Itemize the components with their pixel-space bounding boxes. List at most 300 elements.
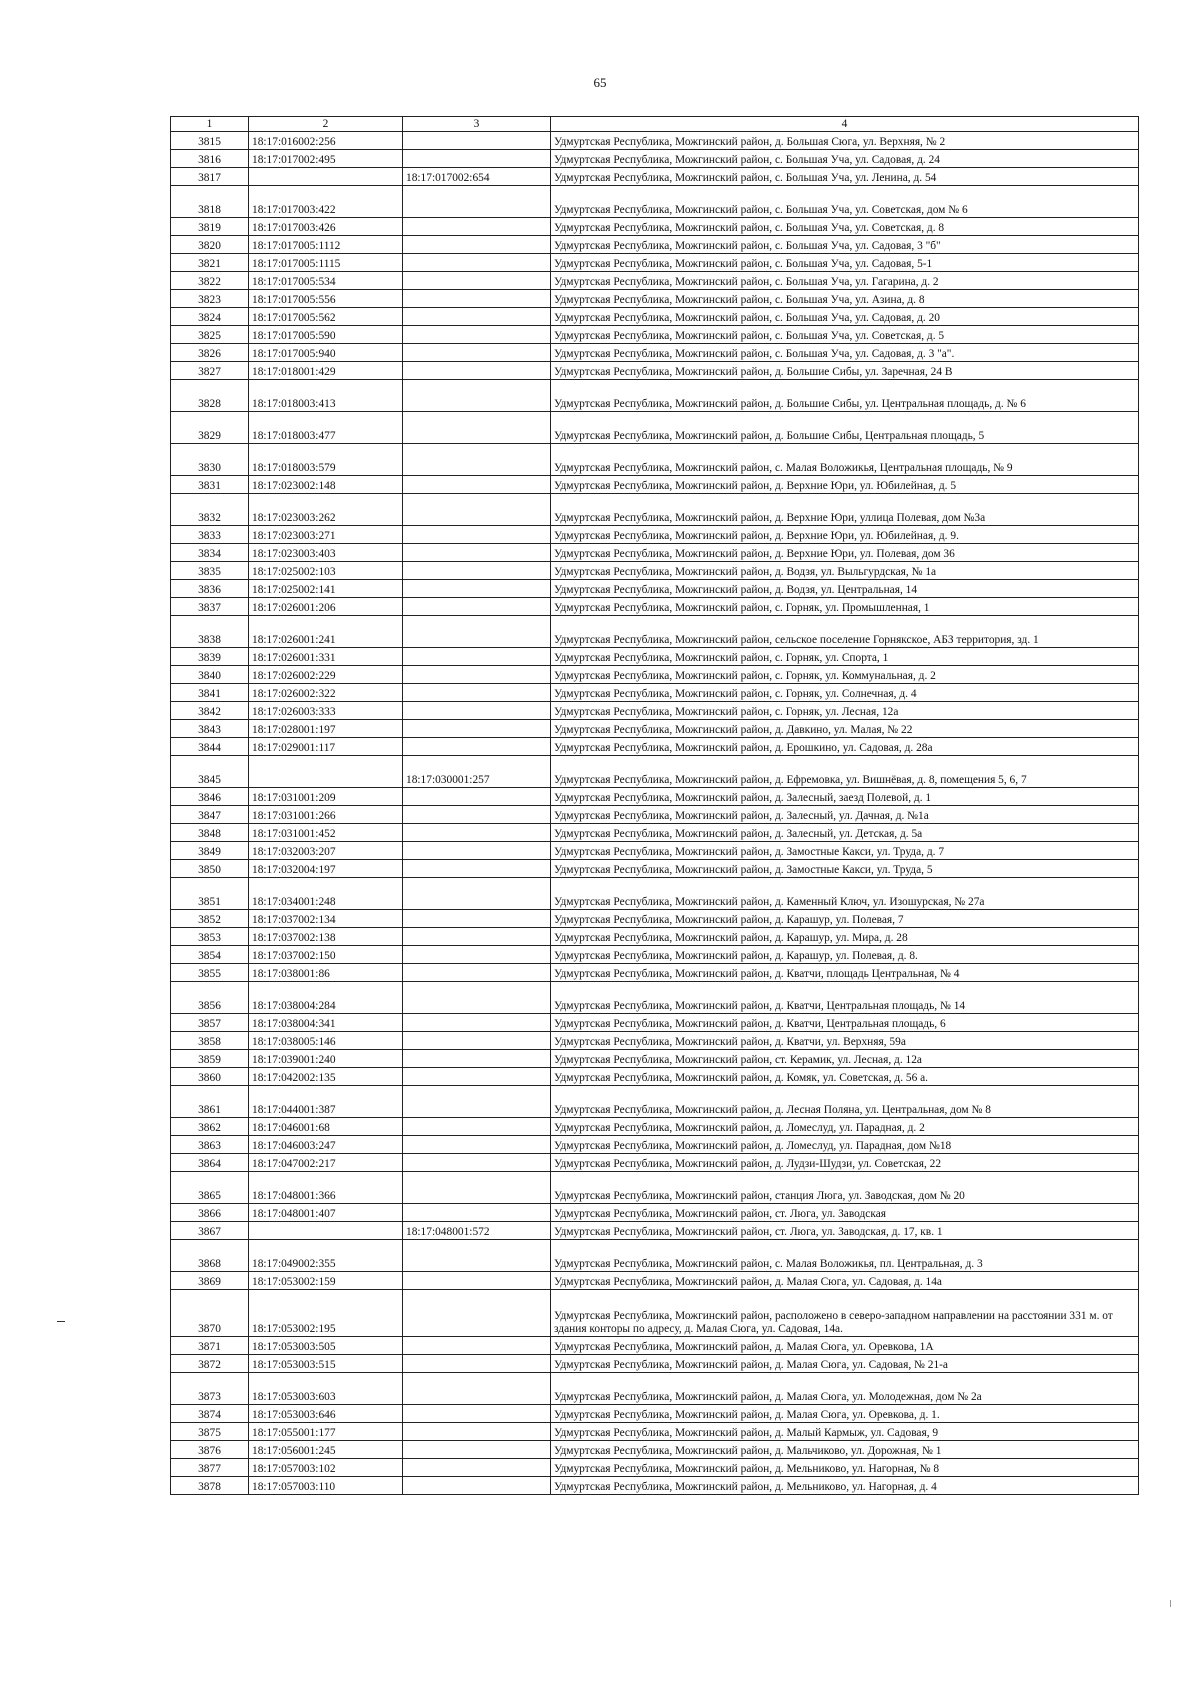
cadastral-number-cell: 18:17:038001:86: [249, 964, 403, 982]
table-row: [171, 1477, 1139, 1495]
cadastral-number-cell: 18:17:039001:240: [249, 1050, 403, 1068]
address-cell: Удмуртская Республика, Можгинский район, д. Верхние Юри, ул. Юбилейная, д. 9.: [551, 526, 1139, 544]
row-number-cell: 3854: [171, 946, 249, 964]
address-cell: Удмуртская Республика, Можгинский район, с. Большая Уча, ул. Ленина, д. 54: [551, 168, 1139, 186]
table-row: [171, 1068, 1139, 1086]
row-number-cell: 3850: [171, 860, 249, 878]
cadastral-number-2-cell: [403, 254, 551, 272]
row-number-cell: 3846: [171, 788, 249, 806]
address-cell: Удмуртская Республика, Можгинский район, д. Мельниково, ул. Нагорная, д. 4: [551, 1477, 1139, 1495]
table-row: [171, 380, 1139, 412]
address-cell: Удмуртская Республика, Можгинский район, д. Замостные Какси, ул. Труда, 5: [551, 860, 1139, 878]
cadastral-number-cell: [249, 168, 403, 186]
row-number-cell: 3833: [171, 526, 249, 544]
address-cell: Удмуртская Республика, Можгинский район, д. Малая Сюга, ул. Оревкова, 1А: [551, 1337, 1139, 1355]
cadastral-number-2-cell: [403, 598, 551, 616]
address-cell: Удмуртская Республика, Можгинский район, д. Залесный, заезд Полевой, д. 1: [551, 788, 1139, 806]
table-row: [171, 1290, 1139, 1337]
cadastral-number-2-cell: [403, 878, 551, 910]
row-number-cell: 3855: [171, 964, 249, 982]
cadastral-number-cell: 18:17:018003:477: [249, 412, 403, 444]
address-cell: Удмуртская Республика, Можгинский район, д. Залесный, ул. Дачная, д. №1а: [551, 806, 1139, 824]
cadastral-number-cell: 18:17:044001:387: [249, 1086, 403, 1118]
table-row: [171, 562, 1139, 580]
address-cell: Удмуртская Республика, Можгинский район, с. Большая Уча, ул. Советская, дом № 6: [551, 186, 1139, 218]
row-number-cell: 3837: [171, 598, 249, 616]
cadastral-number-2-cell: [403, 1154, 551, 1172]
address-cell: Удмуртская Республика, Можгинский район, д. Кватчи, площадь Центральная, № 4: [551, 964, 1139, 982]
cadastral-number-2-cell: [403, 1032, 551, 1050]
cadastral-number-cell: 18:17:023003:271: [249, 526, 403, 544]
row-number-cell: 3817: [171, 168, 249, 186]
address-cell: Удмуртская Республика, Можгинский район, с. Горняк, ул. Спорта, 1: [551, 648, 1139, 666]
cadastral-number-cell: 18:17:029001:117: [249, 738, 403, 756]
table-row: [171, 738, 1139, 756]
cadastral-number-cell: 18:17:057003:102: [249, 1459, 403, 1477]
cadastral-number-2-cell: 18:17:030001:257: [403, 756, 551, 788]
table-row: [171, 964, 1139, 982]
cadastral-number-cell: 18:17:048001:407: [249, 1204, 403, 1222]
table-row: [171, 1204, 1139, 1222]
row-number-cell: 3859: [171, 1050, 249, 1068]
address-cell: Удмуртская Республика, Можгинский район, с. Большая Уча, ул. Садовая, д. 20: [551, 308, 1139, 326]
address-cell: Удмуртская Республика, Можгинский район, с. Большая Уча, ул. Садовая, д. 24: [551, 150, 1139, 168]
row-number-cell: 3840: [171, 666, 249, 684]
cadastral-number-cell: 18:17:037002:150: [249, 946, 403, 964]
header-col-1: 1: [171, 117, 249, 132]
cadastral-number-cell: 18:17:026002:322: [249, 684, 403, 702]
table-row: [171, 1118, 1139, 1136]
row-number-cell: 3873: [171, 1373, 249, 1405]
table-row: [171, 1423, 1139, 1441]
address-cell: Удмуртская Республика, Можгинский район, расположено в северо-западном направлении на расстоянии 331 м. от здания конторы по адресу, д. Малая Сюга, ул. Садовая, 14а.: [551, 1290, 1139, 1337]
address-cell: Удмуртская Республика, Можгинский район, д. Карашур, ул. Мира, д. 28: [551, 928, 1139, 946]
table-row: [171, 1337, 1139, 1355]
cadastral-number-2-cell: [403, 132, 551, 150]
address-cell: Удмуртская Республика, Можгинский район, д. Малая Сюга, ул. Молодежная, дом № 2а: [551, 1373, 1139, 1405]
address-cell: Удмуртская Республика, Можгинский район, д. Лесная Поляна, ул. Центральная, дом № 8: [551, 1086, 1139, 1118]
cadastral-number-2-cell: [403, 290, 551, 308]
cadastral-number-cell: 18:17:031001:266: [249, 806, 403, 824]
cadastral-number-2-cell: [403, 648, 551, 666]
table-row: [171, 806, 1139, 824]
cadastral-number-cell: 18:17:026001:206: [249, 598, 403, 616]
row-number-cell: 3835: [171, 562, 249, 580]
table-row: [171, 218, 1139, 236]
cadastral-number-cell: 18:17:031001:452: [249, 824, 403, 842]
address-cell: Удмуртская Республика, Можгинский район, д. Малая Сюга, ул. Садовая, д. 14а: [551, 1272, 1139, 1290]
table-row: [171, 290, 1139, 308]
address-cell: Удмуртская Республика, Можгинский район, д. Мельниково, ул. Нагорная, № 8: [551, 1459, 1139, 1477]
table-row: [171, 756, 1139, 788]
cadastral-number-2-cell: [403, 150, 551, 168]
header-col-2: 2: [249, 117, 403, 132]
address-cell: Удмуртская Республика, Можгинский район, д. Ерошкино, ул. Садовая, д. 28а: [551, 738, 1139, 756]
table-row: [171, 544, 1139, 562]
cadastral-number-cell: 18:17:028001:197: [249, 720, 403, 738]
cadastral-number-2-cell: 18:17:048001:572: [403, 1222, 551, 1240]
cadastral-number-2-cell: [403, 1086, 551, 1118]
cadastral-number-cell: 18:17:047002:217: [249, 1154, 403, 1172]
cadastral-number-2-cell: [403, 1459, 551, 1477]
cadastral-number-cell: 18:17:017005:1115: [249, 254, 403, 272]
address-cell: Удмуртская Республика, Можгинский район, с. Малая Воложикья, Центральная площадь, № 9: [551, 444, 1139, 476]
cadastral-number-2-cell: [403, 218, 551, 236]
cadastral-number-cell: 18:17:055001:177: [249, 1423, 403, 1441]
cadastral-number-2-cell: [403, 272, 551, 290]
cadastral-number-2-cell: [403, 910, 551, 928]
cadastral-number-cell: 18:17:053003:646: [249, 1405, 403, 1423]
table-row: [171, 526, 1139, 544]
cadastral-number-cell: 18:17:017005:940: [249, 344, 403, 362]
cadastral-number-2-cell: [403, 702, 551, 720]
row-number-cell: 3858: [171, 1032, 249, 1050]
cadastral-number-2-cell: [403, 412, 551, 444]
row-number-cell: 3830: [171, 444, 249, 476]
row-number-cell: 3815: [171, 132, 249, 150]
cadastral-number-cell: 18:17:038004:341: [249, 1014, 403, 1032]
cadastral-number-cell: [249, 756, 403, 788]
cadastral-number-cell: 18:17:023003:262: [249, 494, 403, 526]
cadastral-number-2-cell: [403, 494, 551, 526]
address-cell: Удмуртская Республика, Можгинский район, с. Горняк, ул. Лесная, 12а: [551, 702, 1139, 720]
row-number-cell: 3845: [171, 756, 249, 788]
table-row: [171, 788, 1139, 806]
table-row: [171, 1240, 1139, 1272]
address-cell: Удмуртская Республика, Можгинский район, д. Ломеслуд, ул. Парадная, д. 2: [551, 1118, 1139, 1136]
cadastral-number-cell: 18:17:017002:495: [249, 150, 403, 168]
row-number-cell: 3829: [171, 412, 249, 444]
cadastral-number-2-cell: [403, 1050, 551, 1068]
cadastral-number-cell: 18:17:048001:366: [249, 1172, 403, 1204]
cadastral-number-2-cell: [403, 860, 551, 878]
table-row: [171, 878, 1139, 910]
table-row: [171, 1272, 1139, 1290]
row-number-cell: 3866: [171, 1204, 249, 1222]
cadastral-number-2-cell: [403, 1014, 551, 1032]
address-cell: Удмуртская Республика, Можгинский район, д. Большие Сибы, Центральная площадь, 5: [551, 412, 1139, 444]
row-number-cell: 3875: [171, 1423, 249, 1441]
row-number-cell: 3831: [171, 476, 249, 494]
address-cell: Удмуртская Республика, Можгинский район, с. Большая Уча, ул. Гагарина, д. 2: [551, 272, 1139, 290]
margin-mark: [57, 1321, 65, 1322]
cadastral-number-2-cell: [403, 186, 551, 218]
table-row: [171, 720, 1139, 738]
page-number: 65: [593, 75, 607, 90]
address-cell: Удмуртская Республика, Можгинский район, станция Люга, ул. Заводская, дом № 20: [551, 1172, 1139, 1204]
row-number-cell: 3853: [171, 928, 249, 946]
row-number-cell: 3861: [171, 1086, 249, 1118]
table-body: [171, 132, 1139, 1495]
cadastral-number-2-cell: [403, 236, 551, 254]
cadastral-number-2-cell: [403, 1272, 551, 1290]
address-cell: Удмуртская Республика, Можгинский район, д. Водзя, ул. Выльгурдская, № 1а: [551, 562, 1139, 580]
row-number-cell: 3856: [171, 982, 249, 1014]
row-number-cell: 3822: [171, 272, 249, 290]
cadastral-number-2-cell: [403, 1405, 551, 1423]
address-cell: Удмуртская Республика, Можгинский район, с. Большая Уча, ул. Азина, д. 8: [551, 290, 1139, 308]
address-cell: Удмуртская Республика, Можгинский район, д. Малый Кармыж, ул. Садовая, 9: [551, 1423, 1139, 1441]
row-number-cell: 3827: [171, 362, 249, 380]
table-row: [171, 1373, 1139, 1405]
cadastral-number-cell: 18:17:053002:159: [249, 1272, 403, 1290]
table-row: [171, 580, 1139, 598]
cadastral-number-2-cell: [403, 824, 551, 842]
cadastral-number-2-cell: [403, 946, 551, 964]
row-number-cell: 3839: [171, 648, 249, 666]
cadastral-number-2-cell: [403, 444, 551, 476]
cadastral-number-cell: 18:17:032004:197: [249, 860, 403, 878]
cadastral-number-cell: 18:17:026001:331: [249, 648, 403, 666]
cadastral-number-cell: 18:17:037002:138: [249, 928, 403, 946]
header-col-3: 3: [403, 117, 551, 132]
row-number-cell: 3877: [171, 1459, 249, 1477]
row-number-cell: 3868: [171, 1240, 249, 1272]
address-cell: Удмуртская Республика, Можгинский район, с. Горняк, ул. Промышленная, 1: [551, 598, 1139, 616]
address-cell: Удмуртская Республика, Можгинский район, д. Большие Сибы, ул. Заречная, 24 В: [551, 362, 1139, 380]
cadastral-number-cell: 18:17:017003:422: [249, 186, 403, 218]
address-cell: Удмуртская Республика, Можгинский район, с. Большая Уча, ул. Садовая, 3 "б": [551, 236, 1139, 254]
table-row: [171, 1136, 1139, 1154]
row-number-cell: 3870: [171, 1290, 249, 1337]
cadastral-number-cell: 18:17:046001:68: [249, 1118, 403, 1136]
cadastral-number-2-cell: [403, 476, 551, 494]
cadastral-number-cell: 18:17:038005:146: [249, 1032, 403, 1050]
row-number-cell: 3864: [171, 1154, 249, 1172]
cadastral-number-2-cell: [403, 842, 551, 860]
table-row: [171, 1032, 1139, 1050]
table-row: [171, 1441, 1139, 1459]
row-number-cell: 3841: [171, 684, 249, 702]
cadastral-number-2-cell: 18:17:017002:654: [403, 168, 551, 186]
cadastral-number-cell: 18:17:042002:135: [249, 1068, 403, 1086]
table-row: [171, 362, 1139, 380]
cadastral-number-2-cell: [403, 1355, 551, 1373]
row-number-cell: 3828: [171, 380, 249, 412]
address-cell: Удмуртская Республика, Можгинский район, с. Большая Уча, ул. Советская, д. 5: [551, 326, 1139, 344]
row-number-cell: 3869: [171, 1272, 249, 1290]
table-row: [171, 616, 1139, 648]
cadastral-number-cell: 18:17:032003:207: [249, 842, 403, 860]
table-row: [171, 684, 1139, 702]
table-row: [171, 1459, 1139, 1477]
row-number-cell: 3848: [171, 824, 249, 842]
row-number-cell: 3871: [171, 1337, 249, 1355]
row-number-cell: 3865: [171, 1172, 249, 1204]
row-number-cell: 3820: [171, 236, 249, 254]
row-number-cell: 3852: [171, 910, 249, 928]
address-cell: Удмуртская Республика, Можгинский район, с. Большая Уча, ул. Садовая, д. 3 "а".: [551, 344, 1139, 362]
cadastral-number-cell: 18:17:056001:245: [249, 1441, 403, 1459]
address-cell: Удмуртская Республика, Можгинский район, д. Кватчи, Центральная площадь, № 14: [551, 982, 1139, 1014]
table-row: [171, 824, 1139, 842]
address-cell: Удмуртская Республика, Можгинский район, д. Большая Сюга, ул. Верхняя, № 2: [551, 132, 1139, 150]
cadastral-number-cell: 18:17:016002:256: [249, 132, 403, 150]
table-row: [171, 982, 1139, 1014]
address-cell: Удмуртская Республика, Можгинский район, с. Большая Уча, ул. Советская, д. 8: [551, 218, 1139, 236]
row-number-cell: 3867: [171, 1222, 249, 1240]
row-number-cell: 3834: [171, 544, 249, 562]
cadastral-number-2-cell: [403, 928, 551, 946]
address-cell: Удмуртская Республика, Можгинский район, д. Давкино, ул. Малая, № 22: [551, 720, 1139, 738]
address-cell: Удмуртская Республика, Можгинский район, с. Горняк, ул. Коммунальная, д. 2: [551, 666, 1139, 684]
row-number-cell: 3849: [171, 842, 249, 860]
cadastral-number-2-cell: [403, 1477, 551, 1495]
table-row: [171, 308, 1139, 326]
table-row: [171, 842, 1139, 860]
cadastral-number-cell: 18:17:017005:556: [249, 290, 403, 308]
row-number-cell: 3876: [171, 1441, 249, 1459]
table-row: [171, 1355, 1139, 1373]
cadastral-number-2-cell: [403, 526, 551, 544]
table-row: [171, 598, 1139, 616]
address-cell: Удмуртская Республика, Можгинский район, д. Малая Сюга, ул. Садовая, № 21-а: [551, 1355, 1139, 1373]
cadastral-number-cell: 18:17:026002:229: [249, 666, 403, 684]
cadastral-number-2-cell: [403, 544, 551, 562]
address-cell: Удмуртская Республика, Можгинский район, д. Водзя, ул. Центральная, 14: [551, 580, 1139, 598]
cadastral-number-2-cell: [403, 1118, 551, 1136]
cadastral-number-2-cell: [403, 616, 551, 648]
table-row: [171, 1086, 1139, 1118]
cadastral-number-2-cell: [403, 1441, 551, 1459]
cadastral-number-2-cell: [403, 362, 551, 380]
cadastral-number-cell: 18:17:023002:148: [249, 476, 403, 494]
cadastral-number-cell: 18:17:017005:534: [249, 272, 403, 290]
cadastral-number-2-cell: [403, 344, 551, 362]
cadastral-number-cell: 18:17:018003:413: [249, 380, 403, 412]
row-number-cell: 3821: [171, 254, 249, 272]
cadastral-number-2-cell: [403, 1204, 551, 1222]
cadastral-number-2-cell: [403, 666, 551, 684]
table-row: [171, 928, 1139, 946]
address-cell: Удмуртская Республика, Можгинский район, ст. Люга, ул. Заводская: [551, 1204, 1139, 1222]
registry-table: [170, 116, 1139, 1495]
address-cell: Удмуртская Республика, Можгинский район, д. Карашур, ул. Полевая, д. 8.: [551, 946, 1139, 964]
row-number-cell: 3836: [171, 580, 249, 598]
row-number-cell: 3819: [171, 218, 249, 236]
cadastral-number-cell: 18:17:038004:284: [249, 982, 403, 1014]
address-cell: Удмуртская Республика, Можгинский район, сельское поселение Горнякское, АБЗ территория, зд. 1: [551, 616, 1139, 648]
cadastral-number-cell: 18:17:031001:209: [249, 788, 403, 806]
table-row: [171, 648, 1139, 666]
table-row: [171, 412, 1139, 444]
cadastral-number-2-cell: [403, 1337, 551, 1355]
address-cell: Удмуртская Республика, Можгинский район, д. Кватчи, ул. Верхняя, 59а: [551, 1032, 1139, 1050]
cadastral-number-cell: 18:17:018001:429: [249, 362, 403, 380]
cadastral-number-cell: 18:17:049002:355: [249, 1240, 403, 1272]
table-row: [171, 132, 1139, 150]
table-row: [171, 860, 1139, 878]
table-row: [171, 1154, 1139, 1172]
address-cell: Удмуртская Республика, Можгинский район, с. Малая Воложикья, пл. Центральная, д. 3: [551, 1240, 1139, 1272]
cadastral-number-2-cell: [403, 1423, 551, 1441]
row-number-cell: 3816: [171, 150, 249, 168]
table-row: [171, 1050, 1139, 1068]
row-number-cell: 3818: [171, 186, 249, 218]
cadastral-number-cell: 18:17:037002:134: [249, 910, 403, 928]
row-number-cell: 3825: [171, 326, 249, 344]
table-row: [171, 1405, 1139, 1423]
cadastral-number-2-cell: [403, 964, 551, 982]
cadastral-number-2-cell: [403, 580, 551, 598]
table-row: [171, 254, 1139, 272]
table-row: [171, 1172, 1139, 1204]
address-cell: Удмуртская Республика, Можгинский район, д. Кватчи, Центральная площадь, 6: [551, 1014, 1139, 1032]
table-row: [171, 150, 1139, 168]
address-cell: Удмуртская Республика, Можгинский район, с. Большая Уча, ул. Садовая, 5-1: [551, 254, 1139, 272]
cadastral-number-cell: 18:17:017003:426: [249, 218, 403, 236]
table-row: [171, 946, 1139, 964]
margin-tick: [1170, 1600, 1171, 1607]
cadastral-number-cell: 18:17:053003:505: [249, 1337, 403, 1355]
row-number-cell: 3844: [171, 738, 249, 756]
cadastral-number-cell: 18:17:017005:1112: [249, 236, 403, 254]
cadastral-number-2-cell: [403, 562, 551, 580]
cadastral-number-2-cell: [403, 1290, 551, 1337]
address-cell: Удмуртская Республика, Можгинский район, д. Ефремовка, ул. Вишнёвая, д. 8, помещения 5, 6, 7: [551, 756, 1139, 788]
table-row: [171, 494, 1139, 526]
table-row: [171, 1014, 1139, 1032]
cadastral-number-cell: 18:17:023003:403: [249, 544, 403, 562]
cadastral-number-2-cell: [403, 1373, 551, 1405]
table-row: [171, 344, 1139, 362]
cadastral-number-2-cell: [403, 720, 551, 738]
cadastral-number-cell: 18:17:026001:241: [249, 616, 403, 648]
address-cell: Удмуртская Республика, Можгинский район, д. Лудзи-Шудзи, ул. Советская, 22: [551, 1154, 1139, 1172]
cadastral-number-2-cell: [403, 380, 551, 412]
cadastral-number-2-cell: [403, 326, 551, 344]
cadastral-number-2-cell: [403, 308, 551, 326]
cadastral-number-2-cell: [403, 738, 551, 756]
table-row: [171, 326, 1139, 344]
cadastral-number-cell: 18:17:018003:579: [249, 444, 403, 476]
row-number-cell: 3860: [171, 1068, 249, 1086]
address-cell: Удмуртская Республика, Можгинский район, д. Верхние Юри, уллица Полевая, дом №3а: [551, 494, 1139, 526]
row-number-cell: 3838: [171, 616, 249, 648]
table-row: [171, 186, 1139, 218]
cadastral-number-2-cell: [403, 1068, 551, 1086]
header-col-4: 4: [551, 117, 1139, 132]
row-number-cell: 3832: [171, 494, 249, 526]
table-row: [171, 168, 1139, 186]
row-number-cell: 3863: [171, 1136, 249, 1154]
row-number-cell: 3872: [171, 1355, 249, 1373]
row-number-cell: 3862: [171, 1118, 249, 1136]
cadastral-number-cell: 18:17:053003:603: [249, 1373, 403, 1405]
address-cell: Удмуртская Республика, Можгинский район, д. Залесный, ул. Детская, д. 5а: [551, 824, 1139, 842]
header-row: [171, 117, 1139, 132]
table-row: [171, 702, 1139, 720]
row-number-cell: 3857: [171, 1014, 249, 1032]
cadastral-number-cell: 18:17:025002:141: [249, 580, 403, 598]
cadastral-number-cell: 18:17:026003:333: [249, 702, 403, 720]
cadastral-number-2-cell: [403, 788, 551, 806]
address-cell: Удмуртская Республика, Можгинский район, д. Замостные Какси, ул. Труда, д. 7: [551, 842, 1139, 860]
cadastral-number-cell: 18:17:057003:110: [249, 1477, 403, 1495]
cadastral-number-2-cell: [403, 1136, 551, 1154]
cadastral-number-cell: [249, 1222, 403, 1240]
address-cell: Удмуртская Республика, Можгинский район, ст. Керамик, ул. Лесная, д. 12а: [551, 1050, 1139, 1068]
address-cell: Удмуртская Республика, Можгинский район, д. Верхние Юри, ул. Юбилейная, д. 5: [551, 476, 1139, 494]
cadastral-number-cell: 18:17:046003:247: [249, 1136, 403, 1154]
cadastral-number-cell: 18:17:053003:515: [249, 1355, 403, 1373]
cadastral-number-cell: 18:17:017005:562: [249, 308, 403, 326]
table-row: [171, 476, 1139, 494]
address-cell: Удмуртская Республика, Можгинский район, д. Карашур, ул. Полевая, 7: [551, 910, 1139, 928]
cadastral-number-2-cell: [403, 1172, 551, 1204]
table-row: [171, 236, 1139, 254]
row-number-cell: 3823: [171, 290, 249, 308]
